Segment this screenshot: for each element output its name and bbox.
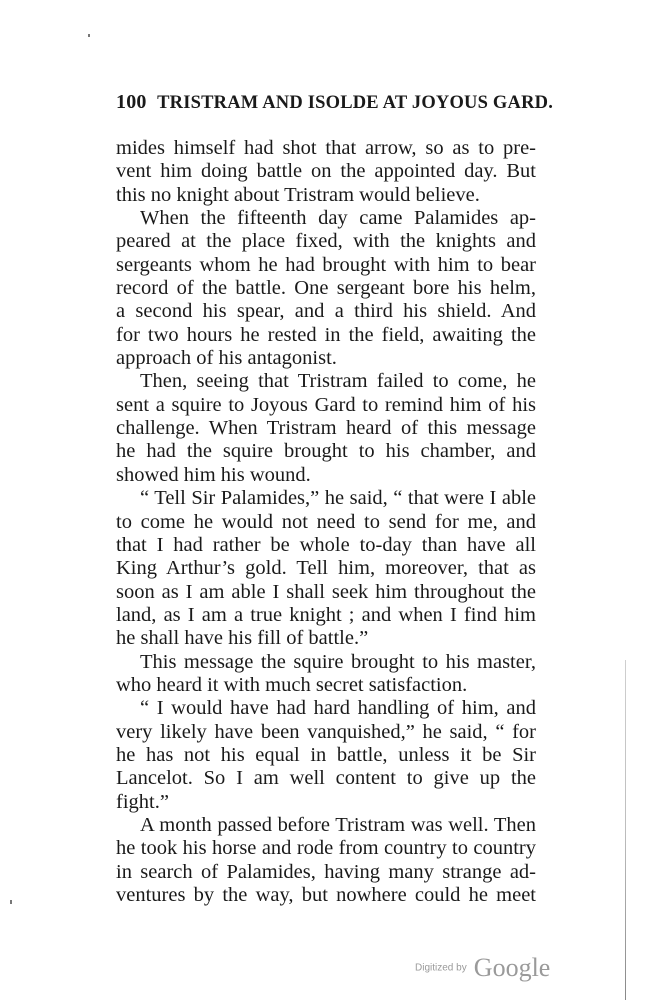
text-line: ventures by the way, but nowhere could he meet [116,884,536,906]
text-line: soon as I am able I shall seek him throughout the [116,580,536,603]
text-line: he took his horse and rode from country to country [116,837,536,860]
page-number: 100 [116,91,147,113]
text-line: sent a squire to Joyous Gard to remind him of his [116,393,536,416]
body-text [116,137,536,907]
text-line: this no knight about Tristram would believe. [116,183,480,206]
text-line: record of the battle. One sergeant bore his helm, [116,277,536,300]
text-line: land, as I am a true knight ; and when I find him [116,603,536,626]
scan-mark [10,900,12,904]
scan-edge-line [625,660,626,1000]
text-line: A month passed before Tristram was well. Then [140,813,536,836]
text-line: peared at the place fixed, with the knights and [116,230,536,253]
text-line: who heard it with much secret satisfaction. [116,673,468,696]
text-line: challenge. When Tristram heard of this message [116,417,536,440]
text-line: fight.” [116,790,169,813]
text-line: King Arthur’s gold. Tell him, moreover, that as [116,557,536,580]
digitized-label: Digitized by [415,962,467,974]
text-line: very likely have been vanquished,” he said, “ for [116,720,536,743]
text-line: This message the squire brought to his master, [140,650,536,673]
running-header [116,91,554,114]
text-line: to come he would not need to send for me, and [116,510,536,533]
text-line: he has not his equal in battle, unless it be Sir [116,743,536,766]
text-line: approach of his antagonist. [116,347,337,370]
text-line: Lancelot. So I am well content to give up the [116,767,536,790]
digitized-watermark [415,953,550,983]
text-line: sergeants whom he had brought with him to bear [116,253,536,276]
running-title: TRISTRAM AND ISOLDE AT JOYOUS GARD. [157,93,554,113]
text-line: a second his spear, and a third his shield. And [116,300,536,323]
text-line: he shall have his fill of battle.” [116,627,369,650]
scan-mark [88,34,90,37]
text-line: When the fifteenth day came Palamides ap- [140,207,536,230]
text-line: mides himself had shot that arrow, so as to pre- [116,137,536,159]
text-line: that I had rather be whole to-day than have all [116,533,536,556]
text-line: in search of Palamides, having many strange ad- [116,860,536,883]
text-line: he had the squire brought to his chamber, and [116,440,536,463]
text-line: “ Tell Sir Palamides,” he said, “ that were I able [140,487,536,510]
text-line: Then, seeing that Tristram failed to come, he [140,370,536,393]
text-line: “ I would have had hard handling of him, and [140,697,536,720]
text-line: vent him doing battle on the appointed day. But [116,160,536,183]
text-line: showed him his wound. [116,463,311,486]
watermark-brand: Google [473,953,551,982]
text-line: for two hours he rested in the field, awaiting the [116,323,536,346]
